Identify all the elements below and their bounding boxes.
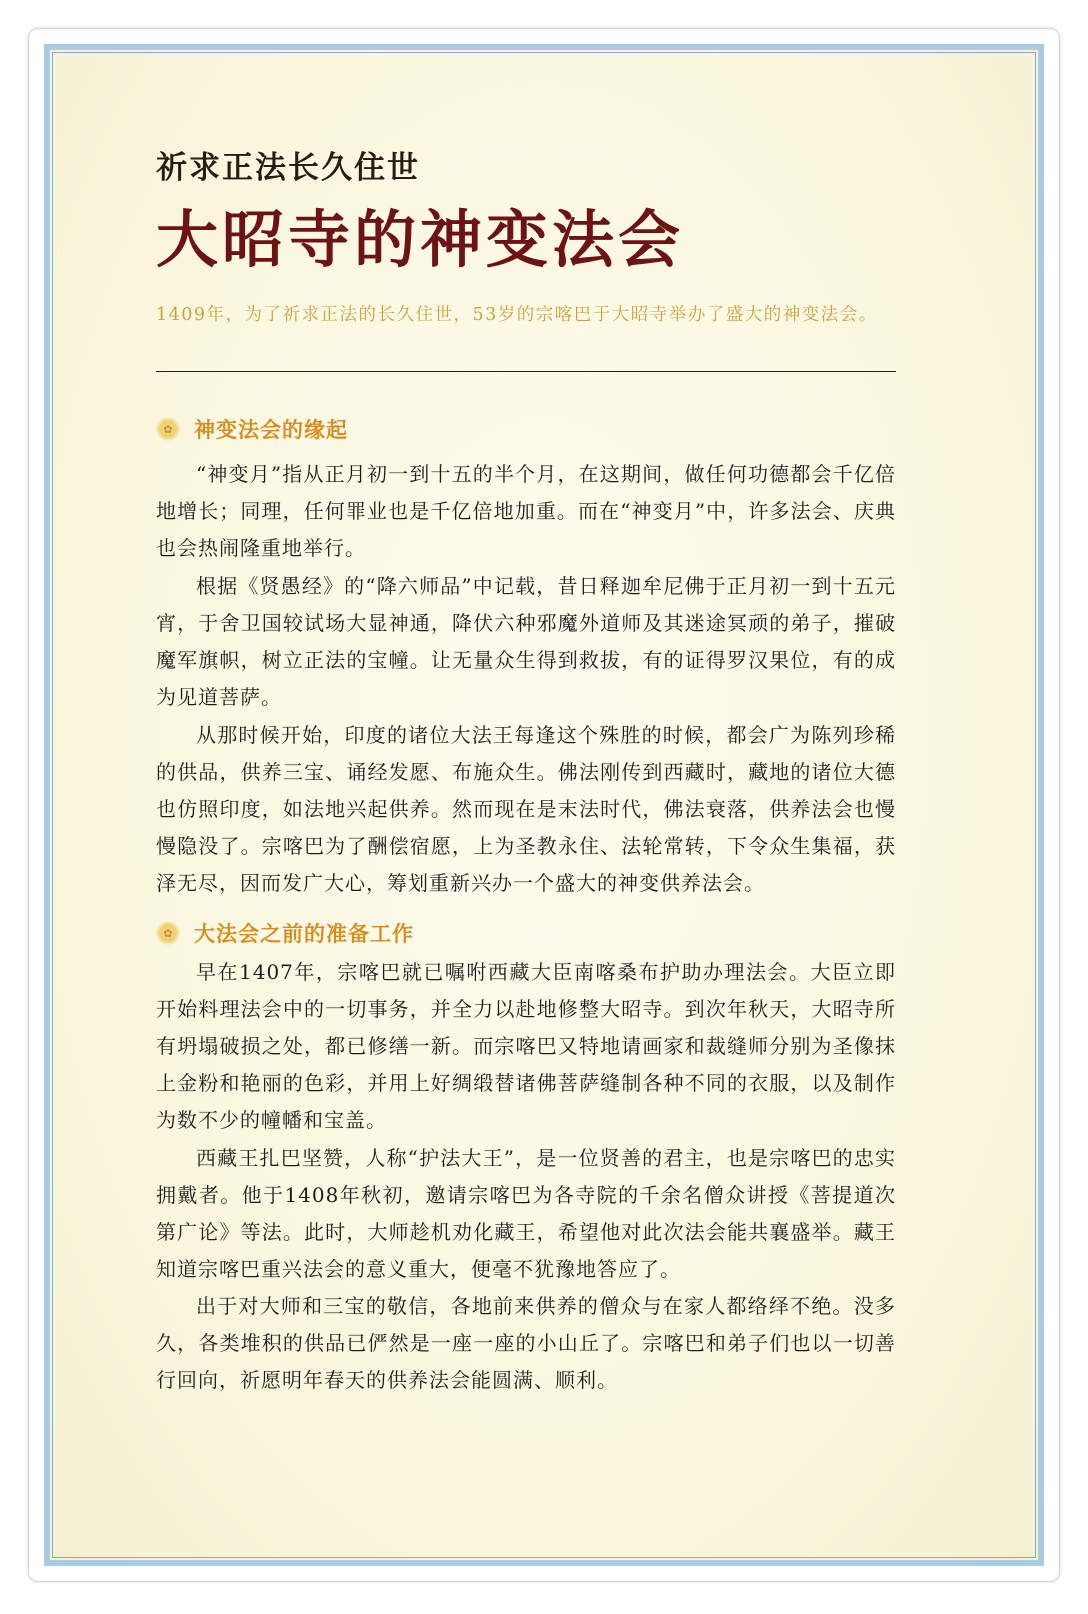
book-page [44, 44, 1044, 1566]
paragraph: 西藏王扎巴坚赞，人称“护法大王”，是一位贤善的君主，也是宗喀巴的忠实拥戴者。他于1408年秋初，邀请宗喀巴为各寺院的千余名僧众讲授《菩提道次第广论》等法。此时，大师趁机劝化藏王，希望他对此次法会能共襄盛举。藏王知道宗喀巴重兴法会的意义重大，便毫不犹豫地答应了。 [156, 1146, 896, 1281]
section-heading-label: 神变法会的缘起 [194, 417, 348, 442]
paragraph: 早在1407年，宗喀巴就已嘱咐西藏大臣南喀桑布护助办理法会。大臣立即开始料理法会中的一切事务，并全力以赴地修整大昭寺。到次年秋天，大昭寺所有坍塌破损之处，都已修缮一新。而宗喀巴又特地请画家和裁缝师分别为圣像抹上金粉和艳丽的色彩，并用上好绸缎替诸佛菩萨缝制各种不同的衣服，以及制作为数不少的幢幡和宝盖。 [156, 960, 896, 1132]
section-heading-origin [156, 414, 348, 444]
paragraph: 出于对大师和三宝的敬信，各地前来供养的僧众与在家人都络绎不绝。没多久，各类堆积的供品已俨然是一座一座的小山丘了。宗喀巴和弟子们也以一切善行回向，祈愿明年春天的供养法会能圆满、顺利。 [156, 1294, 896, 1392]
divider-line [156, 371, 896, 372]
paragraph: “神变月”指从正月初一到十五的半个月，在这期间，做任何功德都会千亿倍地增长；同理，任何罪业也是千亿倍地加重。而在“神变月”中，许多法会、庆典也会热闹隆重地举行。 [156, 462, 896, 560]
section-heading-label: 大法会之前的准备工作 [194, 921, 414, 946]
intro-text: 1409年，为了祈求正法的长久住世，53岁的宗喀巴于大昭寺举办了盛大的神变法会。 [156, 305, 878, 325]
page-kicker: 祈求正法长久住世 [156, 150, 420, 186]
paragraph: 从那时候开始，印度的诸位大法王每逢这个殊胜的时候，都会广为陈列珍稀的供品，供养三宝、诵经发愿、布施众生。佛法刚传到西藏时，藏地的诸位大德也仿照印度，如法地兴起供养。然而现在是末法时代，佛法衰落，供养法会也慢慢隐没了。宗喀巴为了酬偿宿愿，上为圣教永住、法轮常转，下令众生集福，获泽无尽，因而发广大心，筹划重新兴办一个盛大的神变供养法会。 [156, 723, 896, 895]
page-title: 大昭寺的神变法会 [156, 203, 685, 276]
section-heading-preparation [156, 918, 414, 948]
paragraph: 根据《贤愚经》的“降六师品”中记载，昔日释迦牟尼佛于正月初一到十五元宵，于舍卫国较试场大显神通，降伏六种邪魔外道师及其迷途冥顽的弟子，摧破魔军旗帜，树立正法的宝幢。让无量众生得到救拔，有的证得罗汉果位，有的成为见道菩萨。 [156, 574, 896, 709]
lotus-bullet-icon: ✿ [156, 417, 180, 441]
lotus-bullet-icon: ✿ [156, 921, 180, 945]
